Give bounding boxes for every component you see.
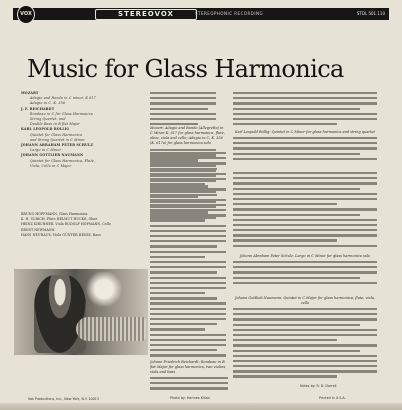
notes-column-roellig: [233, 130, 377, 172]
notes-text-line: [150, 188, 226, 190]
notes-text-line: [233, 261, 377, 263]
notes-text-line: [150, 334, 226, 336]
notes-text-line: [233, 329, 377, 331]
notes-text-line: [150, 225, 226, 227]
heading-reichardt: Johann Friedrich Reichardt: Rondeau in B flat Major for glass harmonica, two violins, viola and bass: [150, 360, 227, 374]
performer-line: K. H. ULRICH, Flute HELMUT HUCKE, Oboe: [21, 217, 98, 222]
notes-text-line: [150, 204, 226, 206]
notes-text-line: [233, 123, 337, 125]
notes-text-line: [150, 318, 226, 320]
program-composer: J. F. REICHARDT: [21, 106, 55, 111]
notes-text-line: [150, 113, 216, 115]
notes-text-line: [233, 182, 377, 184]
publisher-credit: Vox Productions, Inc., New York, N.Y. 10013: [28, 397, 99, 401]
program-work: Quintet for Glass Harmonica, Flute,: [30, 158, 96, 163]
notes-text-line: [233, 344, 377, 346]
notes-text-line: [233, 158, 377, 160]
notes-text-line: [233, 324, 360, 326]
program-work: Quintet for Glass Harmonica: [30, 132, 83, 137]
heading-schulz: Johann Abraham Peter Schulz: Largo in C Minor for glass harmonica solo: [239, 254, 371, 258]
notes-text-line: [150, 178, 226, 180]
notes-text-line: [150, 256, 205, 258]
notes-text-line: [233, 188, 360, 190]
notes-text-line: [150, 97, 216, 99]
notes-text-line: [150, 377, 228, 379]
notes-text-line: [233, 266, 377, 268]
notes-text-line: [150, 354, 226, 356]
notes-text-line: [150, 235, 226, 237]
notes-text-line: [233, 229, 377, 231]
notes-text-line: [233, 147, 377, 149]
program-work: Adagio and Rondo in C minor, K 617: [30, 96, 96, 101]
notes-text-line: [233, 203, 337, 205]
program-composer: KARL LEOPOLD RÖLLIG: [21, 127, 70, 132]
heading-naumann: Johann Gottlieb Naumann: Quintet in C Major for glass harmonica, flute, viola, cello: [234, 296, 376, 305]
notes-text-line: [233, 245, 377, 247]
notes-text-line: [233, 193, 377, 195]
program-composer: JOHANN ABRAHAM PETER SCHULZ: [21, 143, 94, 148]
notes-credit: Notes by: R. D. Darrell: [300, 384, 337, 388]
notes-text-line: [150, 194, 217, 196]
notes-text-line: [233, 334, 377, 336]
notes-text-line: [150, 302, 226, 304]
notes-text-line: [233, 350, 360, 352]
notes-text-line: [150, 387, 228, 389]
notes-text-line: [150, 240, 226, 242]
notes-text-line: [150, 245, 217, 247]
notes-text-line: [233, 97, 377, 99]
notes-text-line: [150, 292, 205, 294]
notes-text-line: [150, 313, 226, 315]
notes-text-line: [233, 118, 377, 120]
notes-text-line: [150, 349, 217, 351]
notes-text-line: [233, 142, 377, 144]
program-composer: JOHANN GOTTLIEB NAUMANN: [21, 153, 84, 158]
notes-text-line: [233, 308, 377, 310]
notes-text-line: [233, 172, 377, 174]
footer-bar: [0, 403, 402, 410]
performer-line: HEINZ KIRCHNER, Viola RUDOLF HOFMANN, Cello: [21, 222, 111, 227]
notes-text-line: [233, 153, 360, 155]
notes-text-line: [150, 271, 217, 273]
photo-glass-harmonica: [76, 317, 146, 341]
notes-text-line: [150, 168, 217, 170]
notes-column-4: [233, 172, 377, 252]
notes-column-schulz: [233, 254, 377, 292]
notes-text-line: [233, 271, 377, 273]
notes-text-line: [150, 108, 208, 110]
notes-text-line: [150, 323, 217, 325]
notes-text-line: [233, 339, 337, 341]
photo-performer-figure: [34, 275, 86, 353]
performer-line: ERNST NEWMANN: [21, 227, 55, 232]
program-work: Viola, Cello in C Major: [30, 163, 72, 168]
photo-credit: Photo by: Hannes Kilian: [170, 396, 211, 400]
program-work: Adagio in C, K. 356: [30, 101, 66, 106]
notes-text-line: [150, 261, 226, 263]
album-title: Music for Glass Harmonica: [27, 55, 344, 83]
notes-column-reichardt: [150, 360, 228, 393]
notes-text-line: [233, 318, 377, 320]
heading-mozart: Mozart: Adagio and Rondo (Allegretto) in C Minor K. 617 for glass harmonica, flute, oboe, viola and cello; Adagio in C, K. 356 (K. 617a) for glass harmonica solo: [150, 126, 225, 145]
notes-text-line: [233, 282, 377, 284]
program-work: Rondeau in C for Glass Harmonica: [30, 111, 93, 116]
printed-in: Printed in U.S.A.: [319, 396, 346, 400]
performer-line: BRUNO HOFFMANN, Glass Harmonica: [21, 212, 88, 216]
performer-line: HANS NEUHAUS, Viola GÜNTER HESSE, Bass: [21, 232, 101, 237]
performers-list: [21, 212, 151, 238]
notes-text-line: [233, 224, 377, 226]
notes-text-line: [150, 297, 217, 299]
notes-text-line: [150, 339, 226, 341]
notes-text-line: [150, 118, 216, 120]
brand-subtitle: STEREOPHONIC RECORDING: [195, 11, 264, 16]
notes-text-line: [150, 173, 226, 175]
notes-text-line: [233, 313, 377, 315]
notes-column-naumann: [233, 296, 377, 380]
notes-text-line: [150, 183, 205, 185]
notes-text-line: [150, 214, 226, 216]
notes-text-line: [233, 375, 337, 377]
program-work: Double Bass in B flat Major: [30, 122, 81, 127]
notes-column-2: [150, 152, 226, 357]
notes-text-line: [150, 382, 228, 384]
notes-text-line: [233, 113, 377, 115]
program-work: and String Quartet in C Minor: [30, 137, 86, 142]
notes-text-line: [150, 251, 226, 253]
notes-text-line: [150, 157, 226, 159]
notes-text-line: [233, 92, 377, 94]
catalog-number: STDL 501.110: [356, 11, 385, 16]
notes-column-3: [233, 92, 377, 128]
notes-text-line: [150, 287, 226, 289]
notes-text-line: [233, 239, 337, 241]
notes-text-line: [150, 102, 216, 104]
notes-text-line: [233, 108, 360, 110]
notes-text-line: [233, 102, 377, 104]
program-composer: MOZART: [21, 91, 39, 95]
performer-photo: [14, 269, 148, 355]
notes-text-line: [233, 234, 377, 236]
heading-roellig: Karl Leopold Röllig: Quintet in C Minor for glass harmonica and string quartet: [235, 130, 375, 134]
notes-text-line: [150, 162, 226, 164]
program-work: Largo in C Minor: [30, 148, 62, 153]
program-list: [21, 91, 149, 169]
notes-text-line: [150, 328, 205, 330]
notes-text-line: [233, 198, 377, 200]
notes-text-line: [233, 360, 377, 362]
notes-text-line: [233, 355, 377, 357]
notes-text-line: [150, 149, 216, 151]
notes-text-line: [233, 365, 377, 367]
notes-text-line: [150, 209, 226, 211]
notes-column-mozart: [150, 126, 226, 148]
notes-text-line: [150, 277, 226, 279]
notes-text-line: [150, 344, 226, 346]
notes-text-line: [150, 282, 226, 284]
notes-text-line: [150, 219, 205, 221]
notes-text-line: [233, 219, 377, 221]
notes-text-line: [150, 230, 226, 232]
notes-text-line: [233, 277, 360, 279]
program-work: String Quartet, and: [30, 117, 66, 122]
notes-text-line: [150, 266, 226, 268]
notes-text-line: [150, 308, 226, 310]
notes-text-line: [233, 208, 377, 210]
notes-text-line: [150, 92, 216, 94]
notes-text-line: [233, 370, 377, 372]
notes-text-line: [150, 199, 226, 201]
notes-text-line: [150, 152, 226, 154]
notes-text-line: [233, 177, 377, 179]
photo-light: [84, 272, 124, 306]
stereovox-brand: STEREOVOX: [95, 9, 197, 20]
vox-logo: VOX: [17, 5, 35, 24]
notes-text-line: [233, 137, 377, 139]
notes-text-line: [233, 214, 360, 216]
